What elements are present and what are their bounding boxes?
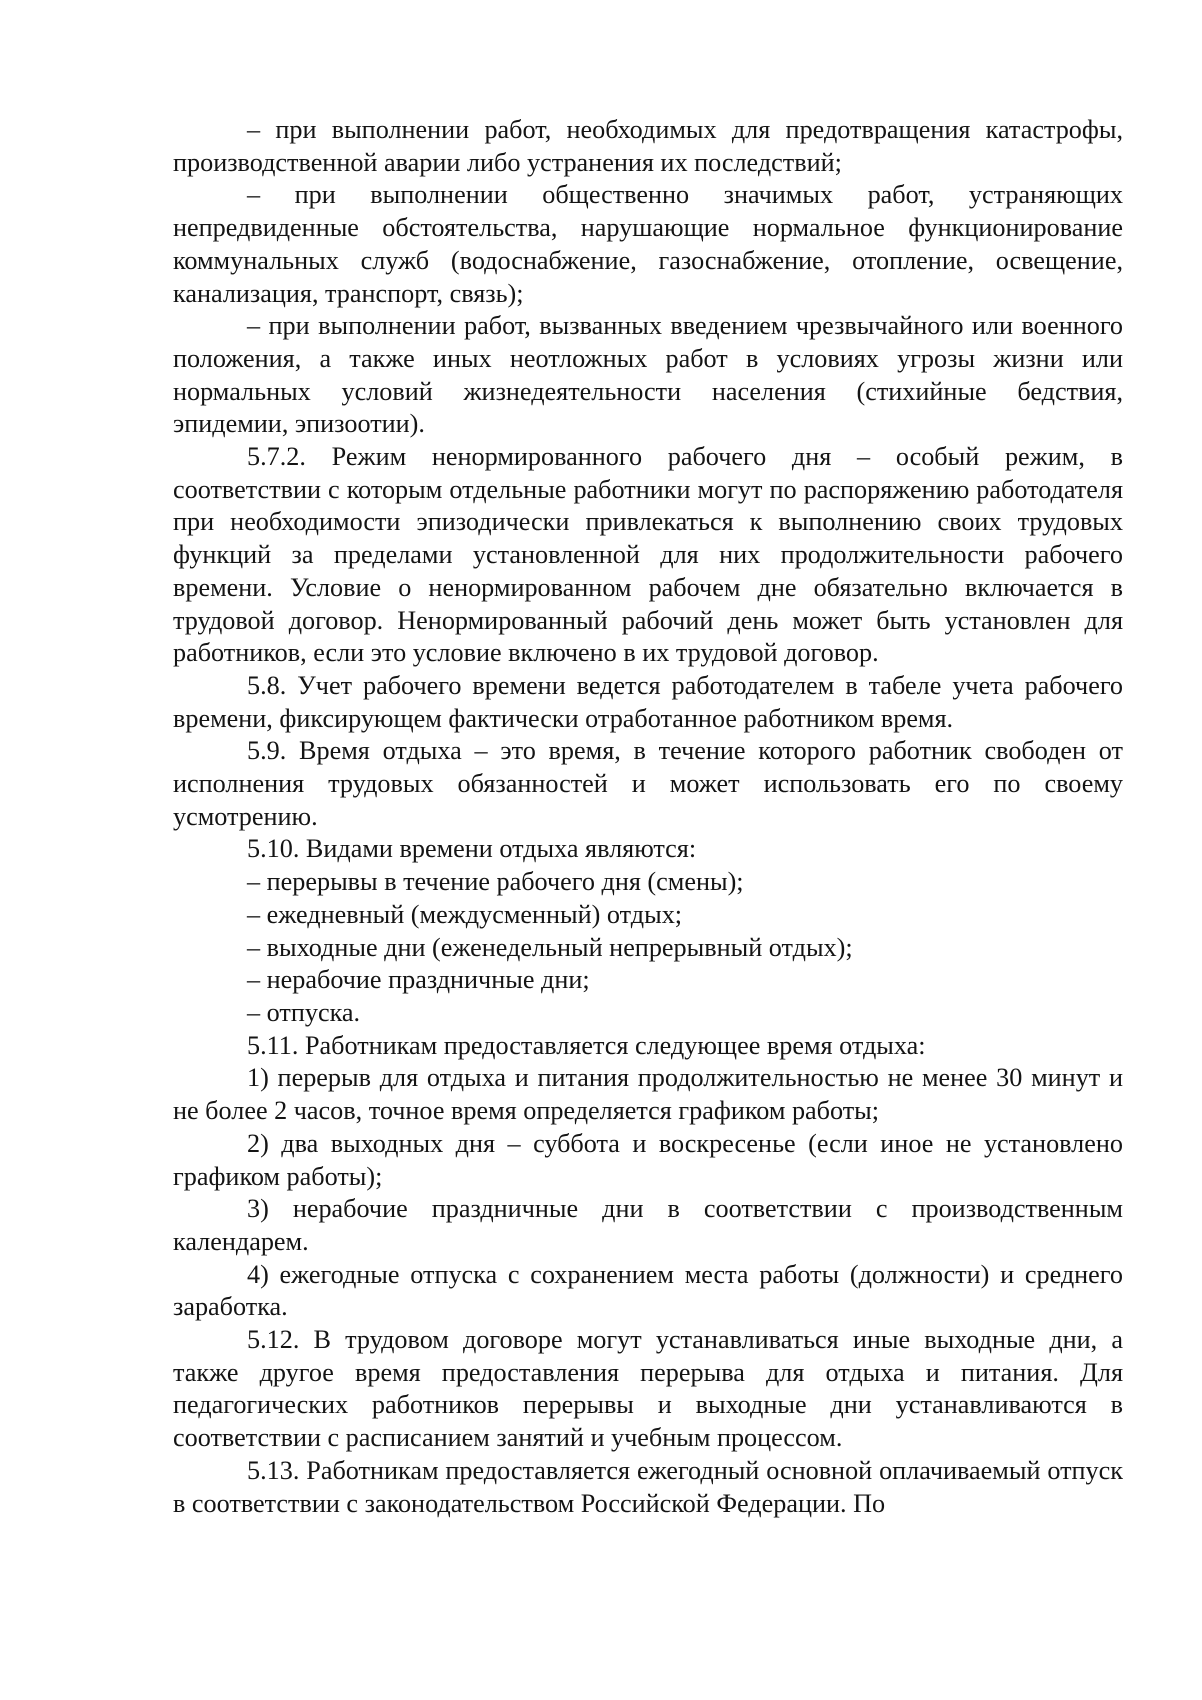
paragraph-5-8-time-tracking: 5.8. Учет рабочего времени ведется работодателем в табеле учета рабочего времени, фиксирующем фактически отработанное работником время. [173, 670, 1123, 733]
paragraph-5-11-provided-rest: 5.11. Работникам предоставляется следующее время отдыха: [247, 1030, 926, 1060]
list-item-vacations: – отпуска. [247, 997, 361, 1027]
paragraph-3-emergency-works: – при выполнении работ, вызванных введением чрезвычайного или военного положения, а также иных неотложных работ в условиях угрозы жизни или нормальных условий жизнедеятельности населения (стихийные бедствия, эпидемии, эпизоотии). [173, 311, 1123, 439]
list-item-3-public-holidays: 3) нерабочие праздничные дни в соответствии с производственным календарем. [173, 1194, 1123, 1256]
paragraph-2-public-works: – при выполнении общественно значимых работ, устраняющих непредвиденные обстоятельства, нарушающие нормальное функционирование коммунальных служб (водоснабжение, газоснабжение, отопление, освещение, канализация, транспорт, связь); [173, 180, 1123, 308]
list-item-holidays: – нерабочие праздничные дни; [247, 965, 590, 995]
list-item-breaks: – перерывы в течение рабочего дня (смены); [247, 867, 744, 897]
paragraph-5-12-contract-days-off: 5.12. В трудовом договоре могут устанавливаться иные выходные дни, а также другое время предоставления перерыва для отдыха и питания. Для педагогических работников перерывы и выходные дни устанавливаются в соответствии с расписанием занятий и учебным процессом. [173, 1325, 1123, 1453]
list-item-daily-rest: – ежедневный (междусменный) отдых; [247, 899, 683, 929]
list-item-2-days-off: 2) два выходных дня – суббота и воскресенье (если иное не установлено графиком работы); [173, 1128, 1123, 1191]
document-page [173, 114, 1123, 1520]
paragraph-5-13-annual-leave: 5.13. Работникам предоставляется ежегодный основной оплачиваемый отпуск в соответствии с законодательством Российской Федерации. По [173, 1455, 1123, 1518]
list-item-4-annual-leave: 4) ежегодные отпуска с сохранением места работы (должности) и среднего заработка. [173, 1259, 1123, 1322]
paragraph-1-catastrophe-works: – при выполнении работ, необходимых для предотвращения катастрофы, производственной аварии либо устранения их последствий; [173, 115, 1123, 177]
list-item-weekends: – выходные дни (еженедельный непрерывный отдых); [247, 932, 853, 962]
list-item-1-meal-break: 1) перерыв для отдыха и питания продолжительностью не менее 30 минут и не более 2 часов, точное время определяется графиком работы; [173, 1063, 1123, 1126]
paragraph-5-9-rest-time: 5.9. Время отдыха – это время, в течение которого работник свободен от исполнения трудовых обязанностей и может использовать его по своему усмотрению. [173, 736, 1123, 831]
paragraph-5-10-rest-types: 5.10. Видами времени отдыха являются: [247, 834, 697, 864]
paragraph-5-7-2-irregular-hours: 5.7.2. Режим ненормированного рабочего дня – особый режим, в соответствии с которым отдельные работники могут по распоряжению работодателя при необходимости эпизодически привлекаться к выполнению своих трудовых функций за пределами установленной для них продолжительности рабочего времени. Условие о ненормированном рабочем дне обязательно включается в трудовой договор. Ненормированный рабочий день может быть установлен для работников, если это условие включено в их трудовой договор. [173, 442, 1123, 668]
